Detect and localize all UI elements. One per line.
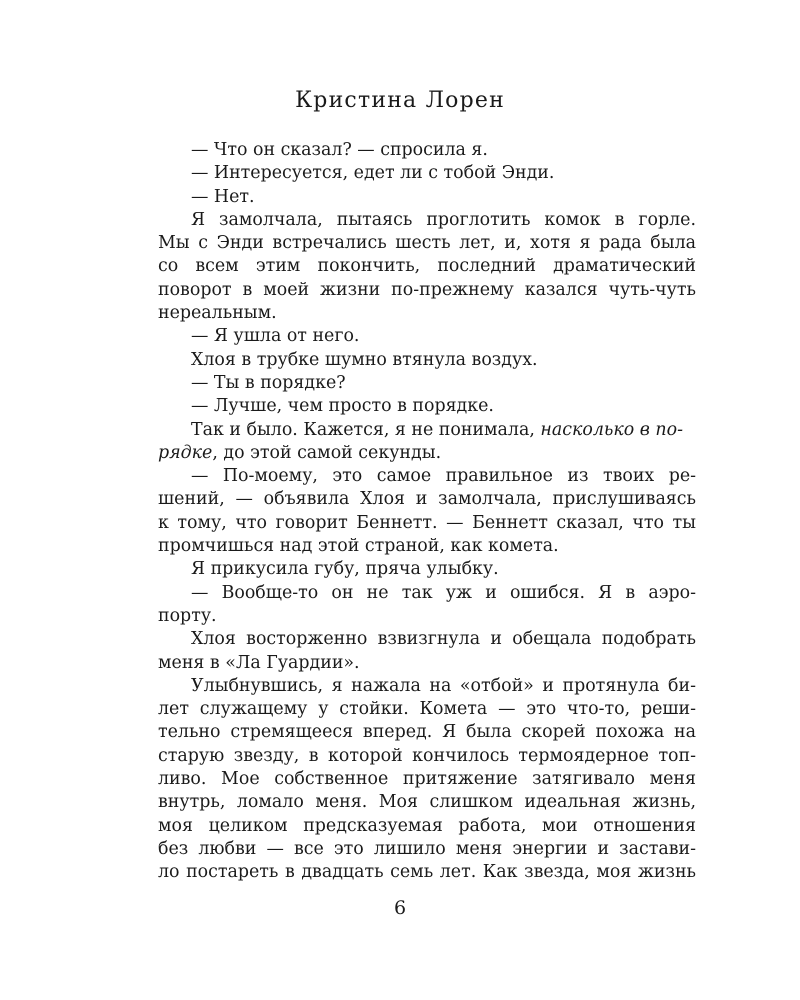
text-line: тельно стремящееся вперед. Я была скорей похожа на — [158, 722, 696, 743]
text-line: промчишься над этой страной, как комета. — [158, 536, 559, 557]
text-line: Хлоя в трубке шумно втянула воздух. — [191, 349, 538, 370]
text-run: , до этой самой секунды. — [212, 442, 442, 463]
text-line: меня в «Ла Гуардии». — [158, 652, 360, 673]
text-line: поворот в моей жизни по-прежнему казался чуть-чуть — [158, 279, 696, 300]
text-line: — Нет. — [191, 186, 255, 207]
text-line: ливо. Мое собственное притяжение затягивало меня — [158, 769, 696, 790]
body-text — [158, 139, 696, 885]
text-line — [158, 419, 696, 442]
text-line: лет служащему у стойки. Комета — это что-то, реши- — [158, 699, 696, 720]
text-line: Хлоя восторженно взвизгнула и обещала подобрать — [191, 629, 696, 650]
text-run: Так и было. Кажется, я не понимала, — [191, 419, 541, 440]
text-line: — Вообще-то он не так уж и ошибся. Я в аэро- — [191, 582, 696, 603]
text-line: — Интересуется, едет ли с тобой Энди. — [191, 163, 555, 184]
italic-run: рядке — [158, 442, 213, 463]
text-line: внутрь, ломало меня. Моя слишком идеальная жизнь, — [158, 792, 696, 813]
text-line: порту. — [158, 605, 217, 626]
text-line: — Ты в порядке? — [191, 372, 346, 393]
text-line: Я прикусила губу, пряча улыбку. — [191, 559, 499, 580]
text-line: со всем этим покончить, последний драматический — [158, 256, 696, 277]
text-line: старую звезду, в которой кончилось термоядерное топ- — [158, 745, 696, 766]
text-line: Мы с Энди встречались шесть лет, и, хотя я рада была — [158, 233, 696, 254]
italic-run: насколько в по- — [540, 419, 683, 440]
text-line: нереальным. — [158, 303, 277, 324]
text-line: к тому, что говорит Беннетт. — Беннетт сказал, что ты — [158, 512, 696, 533]
page-number: 6 — [393, 897, 407, 919]
text-line: ло постареть в двадцать семь лет. Как звезда, моя жизнь — [158, 862, 696, 883]
text-line: моя целиком предсказуемая работа, мои отношения — [158, 815, 696, 836]
text-line: — Лучше, чем просто в порядке. — [191, 396, 494, 417]
text-line: без любви — все это лишило меня энергии и застави- — [158, 838, 696, 859]
text-line: Я замолчала, пытаясь проглотить комок в горле. — [191, 209, 696, 230]
text-line: Улыбнувшись, я нажала на «отбой» и протянула би- — [191, 675, 696, 696]
running-header: Кристина Лорен — [295, 88, 505, 113]
text-line: — По-моему, это самое правильное из твоих ре- — [191, 466, 696, 487]
text-line: — Что он сказал? — спросила я. — [191, 140, 488, 160]
text-line: — Я ушла от него. — [191, 326, 360, 347]
text-line: шений, — объявила Хлоя и замолчала, прислушиваясь — [158, 489, 696, 510]
text-line — [158, 442, 696, 465]
